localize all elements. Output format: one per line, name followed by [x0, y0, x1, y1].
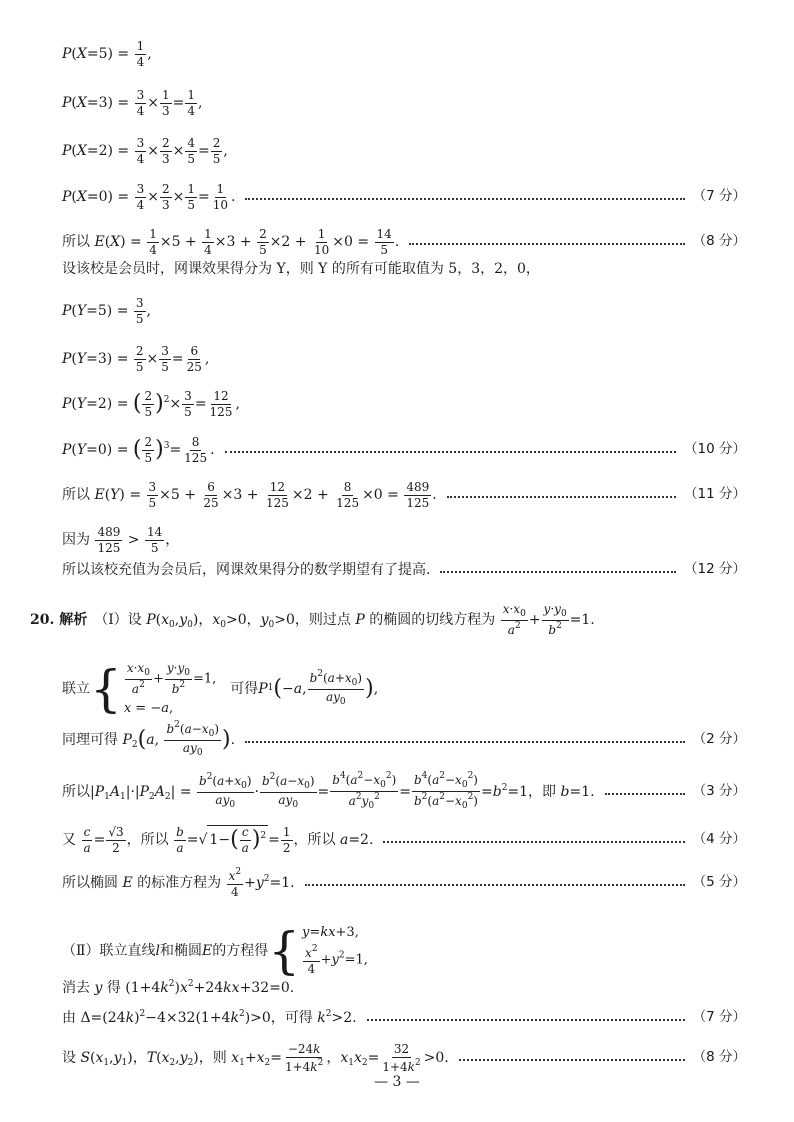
line-px3	[62, 89, 746, 117]
dot-leader	[459, 1059, 685, 1061]
formula-a: 又 $\frac{c}{a}$ = $\frac{√3}{2}$ ，所以 $\frac{b}{a}$ =√ 1−( $\frac{c}{a}$ )$^2$ = $\frac{1}{2}$ ，所以 a=2.	[62, 825, 374, 855]
score-label: （7 分）	[692, 188, 746, 205]
formula-px2: P(X=2) = $\frac{3}{4}$ × $\frac{2}{3}$ × $\frac{4}{5}$ = $\frac{2}{5}$ ,	[62, 136, 228, 166]
formula-q20-intro: 20. 解析 （Ⅰ）设 $P(x_0,y_0)$，$x_0>0$，$y_0>0$，则过点 P 的椭圆的切线方程为 $\frac{x\cdot x_0}{a^2}$ + $\frac{y\cdot y_0}{b^2}$ =1.	[30, 602, 595, 638]
line-px0	[62, 183, 746, 211]
score-label: （2 分）	[692, 731, 746, 748]
score-label: （3 分）	[692, 783, 746, 800]
line-px2	[62, 137, 746, 165]
formula-px3: P(X=3) = $\frac{3}{4}$ × $\frac{1}{3}$ = $\frac{1}{4}$ ,	[62, 88, 203, 118]
line-py0	[62, 436, 746, 464]
score-label: （11 分）	[684, 486, 746, 503]
score-label: （7 分）	[692, 1008, 746, 1025]
formula-p2: 同理可得 $P_2(a$, $\frac{b^2(a-x_0)}{ay_0}$ ).	[62, 720, 236, 759]
formula-compare: 因为 $\frac{489}{125}$ > $\frac{14}{5}$ ，	[62, 525, 180, 555]
line-py2	[62, 390, 746, 418]
dot-leader	[447, 496, 676, 498]
line-ellipse	[62, 868, 746, 898]
formula-eliminate: 消去 y 得 $(1+4k^2)x^2+24kx+32=0$.	[62, 979, 295, 996]
score-label: （8 分）	[692, 1049, 746, 1066]
score-label: （5 分）	[692, 874, 746, 891]
formula-py3: P(Y=3) = $\frac{2}{5}$ × $\frac{3}{5}$ = $\frac{6}{25}$ ,	[62, 344, 210, 374]
dot-leader	[305, 884, 685, 886]
formula-system2: （Ⅱ）联立直线 l 和椭圆 E 的方程得 { y=kx+3, $\frac{x^2}{4}$ $+y^2=1$,	[62, 922, 368, 980]
line-compare	[62, 526, 746, 554]
formula-py2: P(Y=2) = ( $\frac{2}{5}$ )$^2$× $\frac{3}{5}$ = $\frac{12}{125}$ ,	[62, 389, 240, 419]
dot-leader	[409, 243, 684, 245]
score-label: （12 分）	[684, 561, 746, 578]
line-px5	[62, 40, 746, 68]
line-p2	[62, 721, 746, 759]
dot-leader	[383, 841, 684, 843]
line-vieta	[62, 1043, 746, 1073]
page-number: — 3 —	[374, 1074, 420, 1090]
line-a	[62, 825, 746, 854]
formula-px0: P(X=0) = $\frac{3}{4}$ × $\frac{2}{3}$ × $\frac{1}{5}$ = $\frac{1}{10}$ .	[62, 182, 236, 212]
line-ex	[62, 228, 746, 256]
text-y-intro: 设该校是会员时，网课效果得分为 Y，则 Y 的所有可能取值为 5，3，2，0，	[62, 261, 540, 277]
formula-delta: 由 $\Delta=(24k)^2-4\times 32(1+4k^2)>0$，可得 $k^2>2$.	[62, 1009, 357, 1026]
line-delta	[62, 1010, 746, 1025]
formula-py0: P(Y=0) = ( $\frac{2}{5}$ )$^3$= $\frac{8}{125}$ .	[62, 435, 215, 465]
line-conclusion	[62, 563, 746, 577]
line-py3	[62, 345, 746, 373]
formula-ey: 所以 E(Y) = $\frac{3}{5}$ ×5 + $\frac{6}{25}$ ×3 + $\frac{12}{125}$ ×2 + $\frac{8}{125}$ ×0 = $\frac{489}{125}$ .	[62, 480, 437, 510]
score-label: （8 分）	[692, 233, 746, 250]
dot-leader	[245, 741, 685, 743]
line-system2	[62, 922, 746, 980]
formula-system1: 联立 { $\frac{x\cdot x_0}{a^2}$ + $\frac{y\cdot y_0}{b^2}$ =1, x = −a, 可得 P 1 ( − a , $b^2(a+x_0)$ $ay_0$ ) ,	[62, 659, 379, 718]
formula-ellipse: 所以椭圆 E 的标准方程为 $\frac{x^2}{4}$ $+y^2=1$.	[62, 867, 295, 899]
formula-py5: P(Y=5) = $\frac{3}{5}$ ,	[62, 296, 151, 326]
score-label: （4 分）	[692, 830, 746, 847]
line-eliminate	[62, 980, 746, 995]
line-product	[62, 772, 746, 812]
line-system1	[62, 659, 746, 718]
dot-leader	[367, 1019, 685, 1021]
formula-product: 所以$|P_1A_1|\cdot|P_2A_2|$ = $\frac{b^2(a+x_0)}{ay_0}$ · $\frac{b^2(a-x_0)}{ay_0}$ = $\frac{b^4(a^2-x_0^2)}{a^2y_0^2}$ = $\frac{b^4(a^2-x_0^2)}{b^2(a^2-x_0^2)}$ $=b^2=1$，即 b=1.	[62, 771, 595, 812]
line-py5	[62, 297, 746, 325]
line-q20-intro	[30, 603, 746, 637]
formula-ex: 所以 E(X) = $\frac{1}{4}$ ×5 + $\frac{1}{4}$ ×3 + $\frac{2}{5}$ ×2 + $\frac{1}{10}$ ×0 = $\frac{14}{5}$ .	[62, 227, 400, 257]
dot-leader	[245, 198, 684, 200]
text-conclusion: 所以该校充值为会员后，网课效果得分的数学期望有了提高.	[62, 562, 431, 578]
formula-vieta: 设 $S(x_1,y_1)$，$T(x_2,y_2)$，则 $x_1+x_2=$ $\frac{-24k}{1+4k^2}$ ，$x_1x_2=$ $\frac{32}{1+4k^2}$ >0.	[62, 1042, 449, 1074]
dot-leader	[605, 793, 685, 795]
dot-leader	[440, 571, 676, 573]
dot-leader	[225, 451, 676, 453]
line-y-intro	[62, 262, 746, 276]
formula-px5: P(X=5) = $\frac{1}{4}$ ,	[62, 39, 152, 69]
score-label: （10 分）	[684, 441, 746, 458]
line-ey	[62, 481, 746, 509]
